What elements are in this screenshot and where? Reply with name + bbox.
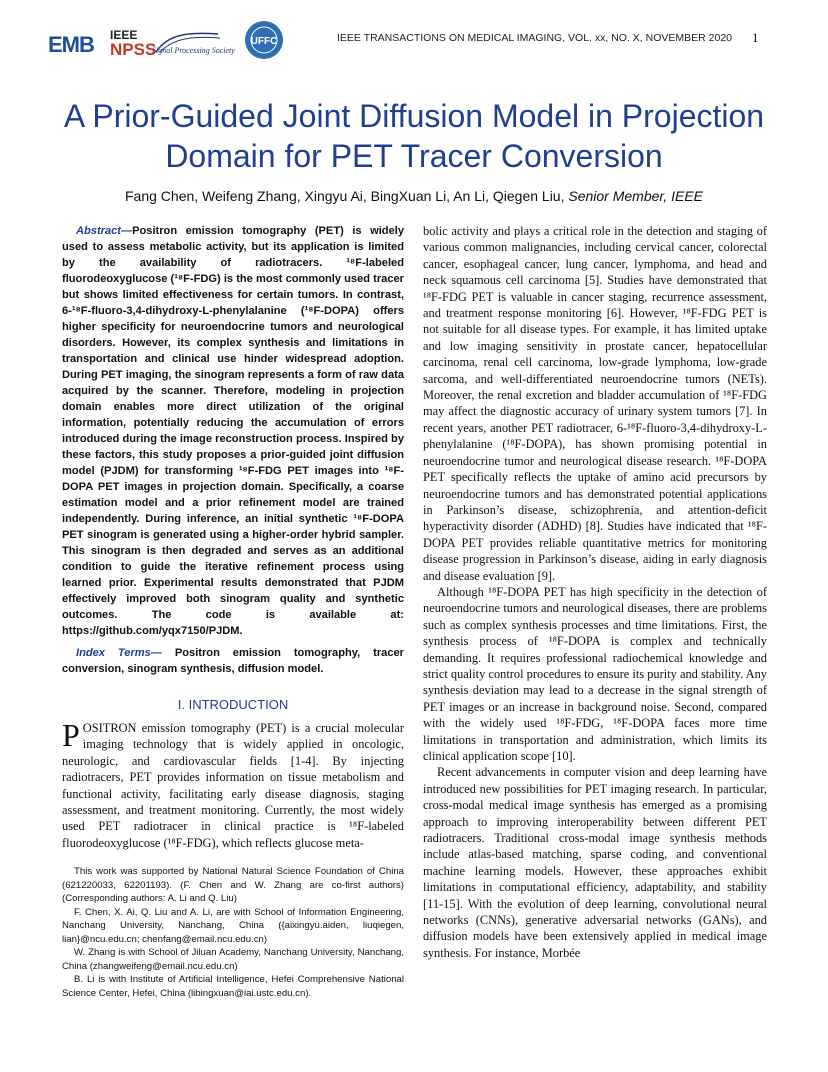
footnote-affiliation-1: F. Chen, X. Ai, Q. Liu and A. Li, are with School of Information Engineering, Nanchang University, Nanchang, China ({aixingyu.aiden, liuqiegen, lian}@ncu.edu.cn; chenfang@email.ncu.edu.cn): [62, 906, 404, 945]
footnote-affiliation-2: W. Zhang is with School of Jiluan Academy, Nanchang University, Nanchang, China (zhangweifeng@email.ncu.edu.cn): [62, 947, 404, 972]
uffc-logo-text: UFFC: [250, 36, 278, 47]
running-head: IEEE TRANSACTIONS ON MEDICAL IMAGING, VOL. xx, NO. X, NOVEMBER 2020: [337, 32, 733, 44]
abstract-text: Positron emission tomography (PET) is widely used to assess metabolic activity, but its application is limited by the availability of radiotracers. ¹⁸F-labeled fluorodeoxyglucose (¹⁸F-FDG) is the most commonly used tracer but shows limited effectiveness for certain tumors. In contrast, 6-¹⁸F-fluoro-3,4-dihydroxy-L-phenylalanine (¹⁸F-DOPA) offers higher specificity for neuroendocrine tumors and neurological disorders. However, its complex synthesis and limitations in transportation and clinical use hinder widespread adoption. During PET imaging, the sinogram represents a form of raw data acquired by the scanner. Therefore, modeling in projection domain enables more direct utilization of the original information, potentially reducing the accumulation of errors introduced during the image reconstruction process. Inspired by these factors, this study proposes a prior-guided joint diffusion model (PJDM) for transforming ¹⁸F-FDG PET images into ¹⁸F-DOPA PET images in projection domain. Specifically, a coarse estimation model and a prior refinement model are trained independently. During inference, an initial synthetic ¹⁸F-DOPA PET sinogram is generated using a higher-order hybrid sampler. This sinogram is then degraded and serves as an additional condition to guide the iterative refinement process using learned prior. Experimental results demonstrated that PJDM effectively improved both sinogram quality and synthetic outcomes. The code is available at: https://github.com/yqx7150/PJDM.: [62, 225, 404, 637]
body-paragraph: Although ¹⁸F-DOPA PET has high specificity in the detection of neuroendocrine tumors and neurological diseases, there are problems such as complex synthesis processes and time limitations. First, the synthesis process of ¹⁸F-DOPA is complex and technically demanding. It requires professional radiochemical knowledge and strict quality control procedures to ensure its purity and stability. Any synthesis deviation may lead to a decrease in the signal strength of PET images or an increase in background noise. Second, compared with the widely used ¹⁸F-FDG, ¹⁸F-DOPA faces more time limitations in transportation and administration, which limits its clinical application scope [10].: [423, 584, 767, 763]
index-terms-label: Index Terms—: [76, 647, 162, 659]
author-names: Fang Chen, Weifeng Zhang, Xingyu Ai, BingXuan Li, An Li, Qiegen Liu,: [125, 188, 565, 204]
intro-paragraph: [62, 717, 404, 851]
abstract: [62, 223, 404, 639]
left-column: [62, 223, 404, 1000]
emb-logo: EMB: [48, 32, 94, 57]
index-terms: [62, 645, 404, 677]
sps-logo-icon: [148, 30, 228, 60]
body-paragraph: Recent advancements in computer vision and deep learning have introduced new possibilities for PET imaging research. In particular, cross-modal medical image synthesis has emerged as a promising approach to improving interoperability between different PET radiotracers. Traditional cross-modal image synthesis methods include atlas-based matching, sparse coding, and conventional machine learning models. However, these approaches exhibit limitations in computational efficiency, adaptability, and stability [11-15]. With the evolution of deep learning, convolutional neural networks (CNNs), generative adversarial networks (GANs), and diffusion models have been extensively applied in medical image synthesis. For instance, Morbée: [423, 765, 767, 960]
intro-first-word: OSITRON: [82, 721, 137, 735]
ieee-logo: IEEE: [110, 28, 138, 42]
author-list: [40, 188, 788, 204]
uffc-logo-icon: [244, 20, 284, 60]
body-paragraph: bolic activity and plays a critical role in the detection and staging of various common malignancies, including cervical cancer, colorectal cancer, esophageal cancer, lung cancer, lymphoma, and head and neck squamous cell carcinoma [5]. Studies have demonstrated that ¹⁸F-FDG PET is valuable in cancer staging, recurrence assessment, and treatment response monitoring [6]. However, ¹⁸F-FDG PET is not suitable for all disease types. For example, it has limited uptake and low imaging sensitivity in prostate cancer, hepatocellular carcinoma, renal cell carcinoma, low-grade lymphoma, low-grade sarcoma, and well-differentiated neuroendocrine tumors (NETs). Moreover, the renal excretion and bladder accumulation of ¹⁸F-FDG may affect the diagnostic accuracy of urinary system tumors [7]. In recent years, another PET radiotracer, 6-¹⁸F-fluoro-3,4-dihydroxy-L-phenylalanine (¹⁸F-DOPA), has shown promising potential in neuroendocrine tumor and neurological disease research. ¹⁸F-DOPA PET specifically reflects the uptake of amino acid precursors by neuroendocrine tumors and has demonstrated potential applications in Parkinson’s disease, schizophrenia, and attention-deficit hyperactivity disorder (ADHD) [8]. Studies have indicated that ¹⁸F-DOPA PET provides reliable quantitative metrics for monitoring disease progression in Parkinson’s disease, aiding in early diagnosis and disease evaluation [9].: [423, 224, 767, 583]
footnote-funding: This work was supported by National Natural Science Foundation of China (621220033, 62201193). (F. Chen and W. Zhang are co-first authors) (Corresponding authors: A. Li and Q. Liu): [62, 866, 404, 905]
publisher-logos: [48, 20, 288, 64]
footnote-affiliation-3: B. Li is with Institute of Artificial Intelligence, Hefei Comprehensive National Science Center, Hefei, China (libingxuan@iai.ustc.edu.cn).: [62, 974, 404, 999]
footnotes: [62, 865, 404, 1000]
sps-logo-text: Signal Processing Society: [152, 46, 235, 55]
section-heading: I. INTRODUCTION: [177, 697, 289, 712]
paper-title: A Prior-Guided Joint Diffusion Model in Projection Domain for PET Tracer Conversion: [63, 98, 765, 174]
npss-logo: NPSS: [110, 40, 157, 59]
page-number: 1: [752, 30, 759, 45]
abstract-label: Abstract—: [76, 225, 133, 237]
intro-text: emission tomography (PET) is a crucial molecular imaging technology that is widely applied in oncologic, neurologic, and cardiovascular fields [1-4]. By injecting radiotracers, PET provides information on tissue metabolism and functional activity, facilitating early disease diagnosis, staging assessment, and treatment monitoring. Currently, the most widely used PET radiotracer in clinical practice is ¹⁸F-labeled fluorodeoxyglucose (¹⁸F-FDG), which reflects glucose meta-: [62, 721, 404, 850]
index-terms-text: Positron emission tomography, tracer conversion, sinogram synthesis, diffusion model.: [62, 647, 404, 675]
author-role: Senior Member, IEEE: [568, 188, 703, 204]
right-column: [423, 223, 767, 961]
drop-cap: P: [62, 717, 80, 753]
